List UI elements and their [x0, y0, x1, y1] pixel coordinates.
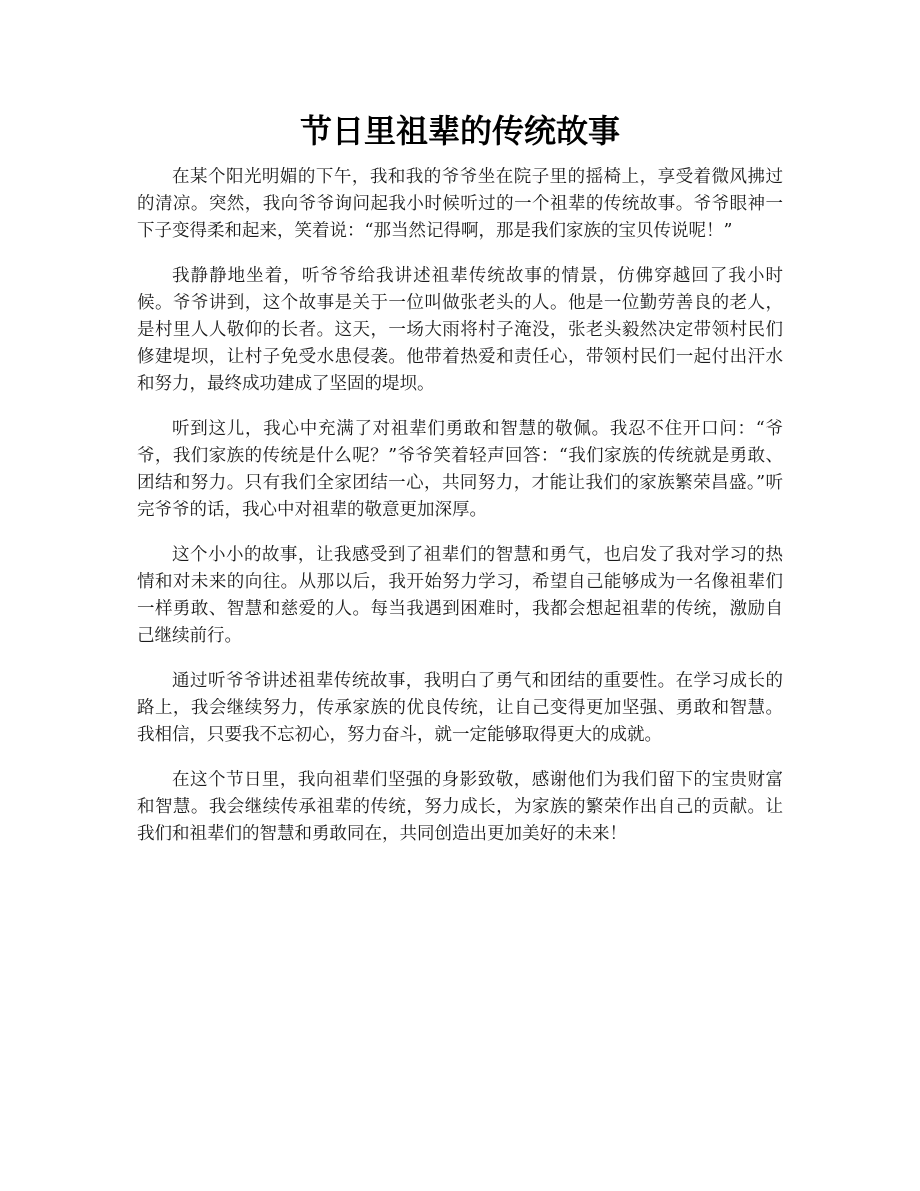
paragraph: 我静静地坐着，听爷爷给我讲述祖辈传统故事的情景，仿佛穿越回了我小时候。爷爷讲到，这个故事是关于一位叫做张老头的人。他是一位勤劳善良的老人，是村里人人敬仰的长者。这天，一场大雨将村子淹没，张老头毅然决定带领村民们修建堤坝，让村子免受水患侵袭。他带着热爱和责任心，带领村民们一起付出汗水和努力，最终成功建成了坚固的堤坝。: [137, 266, 783, 394]
paragraph: 在这个节日里，我向祖辈们坚强的身影致敬，感谢他们为我们留下的宝贵财富和智慧。我会继续传承祖辈的传统，努力成长，为家族的繁荣作出自己的贡献。让我们和祖辈们的智慧和勇敢同在，共同创造出更加美好的未来！: [137, 770, 783, 844]
paragraph: 通过听爷爷讲述祖辈传统故事，我明白了勇气和团结的重要性。在学习成长的路上，我会继续努力，传承家族的优良传统，让自己变得更加坚强、勇敢和智慧。我相信，只要我不忘初心，努力奋斗，就一定能够取得更大的成就。: [137, 671, 783, 745]
paragraph: 这个小小的故事，让我感受到了祖辈们的智慧和勇气，也启发了我对学习的热情和对未来的向往。从那以后，我开始努力学习，希望自己能够成为一名像祖辈们一样勇敢、智慧和慈爱的人。每当我遇到困难时，我都会想起祖辈的传统，激励自己继续前行。: [137, 545, 783, 646]
paragraph: 在某个阳光明媚的下午，我和我的爷爷坐在院子里的摇椅上，享受着微风拂过的清凉。突然，我向爷爷询问起我小时候听过的一个祖辈的传统故事。爷爷眼神一下子变得柔和起来，笑着说：“那当然记得啊，那是我们家族的宝贝传说呢！”: [137, 167, 783, 241]
document-title: 节日里祖辈的传统故事: [299, 112, 620, 150]
paragraph: 听到这儿，我心中充满了对祖辈们勇敢和智慧的敬佩。我忍不住开口问：“爷爷，我们家族的传统是什么呢？”爷爷笑着轻声回答：“我们家族的传统就是勇敢、团结和努力。只有我们全家团结一心，共同努力，才能让我们的家族繁荣昌盛。”听完爷爷的话，我心中对祖辈的敬意更加深厚。: [137, 419, 783, 520]
document-body: [137, 164, 783, 866]
